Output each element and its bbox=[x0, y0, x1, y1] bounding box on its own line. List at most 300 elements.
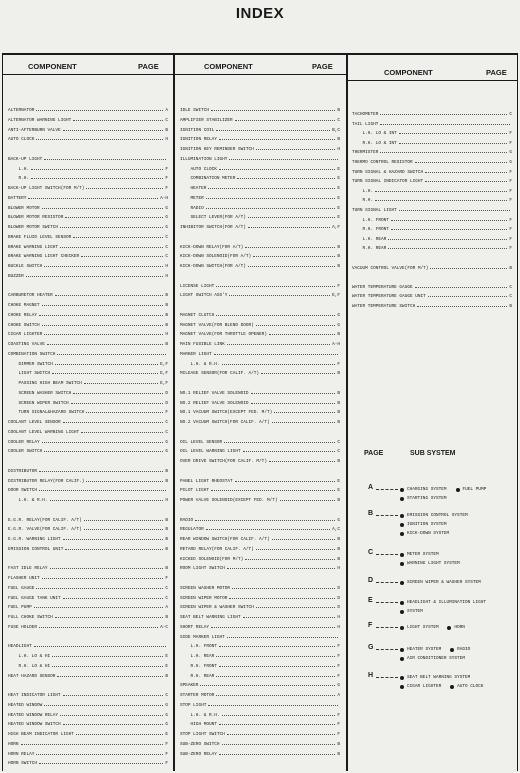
component-name: BRAKE WARNING LIGHT CHECKER bbox=[8, 254, 80, 260]
component-name: STOP LIGHT SWITCH bbox=[180, 732, 225, 737]
index-entry bbox=[8, 440, 168, 446]
leader-dots bbox=[206, 197, 336, 199]
leader-dots bbox=[216, 285, 335, 287]
bullet-icon bbox=[400, 676, 404, 680]
page-ref: C bbox=[337, 117, 340, 123]
page-ref: A,C bbox=[332, 527, 340, 533]
page-ref: B bbox=[165, 517, 168, 523]
page-ref: E bbox=[337, 215, 340, 221]
page-ref: D bbox=[165, 390, 168, 396]
index-entry bbox=[180, 225, 340, 231]
index-entry bbox=[8, 225, 168, 231]
leader-dots bbox=[245, 558, 335, 560]
page-ref: B,C bbox=[332, 127, 340, 133]
index-entry bbox=[352, 170, 512, 176]
index-entry bbox=[8, 206, 168, 212]
component-name: BLOWER MOTOR bbox=[8, 205, 40, 211]
index-entry bbox=[8, 167, 168, 173]
page-ref: C bbox=[509, 294, 512, 300]
leader-dots bbox=[227, 733, 336, 735]
index-entry bbox=[8, 674, 168, 680]
leader-dots bbox=[415, 161, 508, 163]
index-entry bbox=[8, 420, 168, 426]
component-name: TAIL LIGHT bbox=[352, 121, 379, 127]
leader-dots bbox=[73, 119, 163, 121]
page-ref: H bbox=[165, 137, 168, 143]
leader-dots bbox=[216, 694, 335, 696]
leader-dots bbox=[55, 616, 164, 618]
component-name: L.H. & R.H. bbox=[8, 498, 48, 503]
leader-dots bbox=[39, 314, 163, 316]
leader-dots bbox=[248, 216, 335, 218]
page-ref: F bbox=[509, 131, 512, 137]
index-entry bbox=[352, 141, 512, 147]
index-entry bbox=[8, 605, 168, 611]
component-name: SCREEN WASHER SWITCH bbox=[8, 390, 72, 396]
subsystem-item: AUTO CLOCK bbox=[457, 684, 484, 689]
page-ref: F bbox=[509, 236, 512, 242]
leader-dots bbox=[63, 694, 164, 696]
index-entry bbox=[8, 527, 168, 533]
component-name: BUZZER bbox=[8, 273, 24, 279]
leader-dots bbox=[44, 265, 163, 267]
component-name: NO.1 VACUUM SWITCH(EXCEPT FED. M/T) bbox=[180, 410, 273, 416]
page-ref: F bbox=[165, 751, 168, 757]
page-ref: G bbox=[165, 722, 168, 728]
page-ref: B bbox=[165, 566, 168, 572]
leader-dots bbox=[219, 645, 335, 647]
leader-dots bbox=[425, 180, 507, 182]
component-name: CHOKE RELAY bbox=[8, 312, 37, 318]
component-name: ROOM LIGHT SWITCH bbox=[180, 566, 225, 572]
leader-dots bbox=[81, 255, 163, 257]
leader-dots bbox=[256, 606, 336, 608]
leader-dots bbox=[57, 675, 163, 677]
index-entry bbox=[8, 186, 168, 192]
page-ref: B bbox=[337, 751, 340, 757]
leader-dots bbox=[248, 226, 330, 228]
leader-dots bbox=[274, 411, 335, 413]
leader-dots bbox=[86, 187, 163, 189]
header-underline-3 bbox=[348, 80, 517, 81]
leader-dots bbox=[229, 597, 335, 599]
component-name: LICENSE LIGHT bbox=[180, 283, 215, 289]
bullet-icon bbox=[456, 488, 460, 492]
leader-dots bbox=[232, 587, 335, 589]
component-name: MILEAGE SENSOR(FOR CALIF. A/T) bbox=[180, 371, 260, 377]
component-name: IGNITION COIL bbox=[180, 127, 215, 133]
component-name: HORN bbox=[8, 741, 19, 747]
component-name: HIGH MOUNT bbox=[180, 722, 217, 728]
index-entry bbox=[8, 449, 168, 455]
bullet-icon bbox=[400, 581, 404, 585]
component-name: HEAT HAZARD SENSOR bbox=[8, 673, 56, 679]
page-ref: G bbox=[337, 322, 340, 328]
component-name: CHOKE SWITCH bbox=[8, 322, 40, 328]
leader-dots bbox=[84, 528, 164, 530]
leader-dots bbox=[206, 528, 330, 530]
page-ref: F bbox=[165, 576, 168, 581]
index-entry bbox=[180, 157, 340, 163]
index-entry bbox=[180, 635, 340, 641]
component-name: HEAT INDICATOR LIGHT bbox=[8, 693, 61, 698]
subsystem-item: FUEL PUMP bbox=[462, 487, 487, 492]
page-ref: H bbox=[337, 147, 340, 152]
leader-dots bbox=[227, 567, 336, 569]
index-entry bbox=[180, 186, 340, 192]
component-name: POWER VALVE SOLENOID(EXCEPT FED. M/T) bbox=[180, 498, 278, 503]
index-entry bbox=[180, 732, 340, 738]
page-ref: F bbox=[509, 217, 512, 223]
leader-dots bbox=[55, 363, 158, 365]
leader-dots bbox=[229, 294, 330, 296]
index-entry bbox=[8, 693, 168, 699]
leader-dots bbox=[222, 743, 336, 745]
index-entry bbox=[8, 752, 168, 758]
component-name: SPEAKER bbox=[180, 683, 199, 689]
index-entry bbox=[8, 761, 168, 767]
component-name: FUEL PUMP bbox=[8, 605, 32, 611]
index-entry bbox=[352, 285, 512, 291]
component-name: COMBINATION METER bbox=[180, 176, 236, 182]
index-entry bbox=[8, 293, 168, 299]
leader-dots bbox=[237, 177, 335, 179]
bullet-icon bbox=[400, 685, 404, 689]
component-name: WATER TEMPERATURE GAUGE bbox=[352, 284, 413, 290]
bullet-icon bbox=[400, 562, 404, 566]
index-entry bbox=[8, 245, 168, 251]
component-name: BACK-UP LIGHT bbox=[8, 156, 43, 162]
leader-dots bbox=[36, 109, 163, 111]
component-name: R.H. bbox=[8, 176, 30, 182]
component-name: RETARD RELAY(FOR CALIF. A/T) bbox=[180, 546, 254, 552]
page-ref: E bbox=[337, 176, 340, 182]
bullet-icon bbox=[400, 610, 404, 614]
page-ref: G bbox=[165, 439, 168, 445]
leader-dots bbox=[216, 675, 335, 677]
component-name: R.H. FRONT bbox=[352, 227, 389, 233]
index-entry bbox=[180, 147, 340, 153]
page-ref: B bbox=[165, 312, 168, 318]
bullet-icon bbox=[450, 648, 454, 652]
component-name: R.H. REAR bbox=[180, 673, 215, 679]
subsystem-letter: D bbox=[368, 577, 374, 584]
component-name: KICK-DOWN RELAY(FOR A/T) bbox=[180, 244, 244, 250]
leader-dots bbox=[219, 168, 335, 170]
component-name: SUB-ZERO RELAY bbox=[180, 751, 217, 757]
page-ref: E,F bbox=[332, 293, 340, 299]
subsystem-letter: F bbox=[368, 622, 373, 629]
index-entry bbox=[8, 488, 168, 494]
index-entry bbox=[8, 196, 168, 202]
leader-dots bbox=[261, 372, 335, 374]
leader-dots bbox=[86, 480, 163, 482]
index-entry bbox=[8, 479, 168, 485]
leader-dots bbox=[55, 294, 164, 296]
component-name: SUB-ZERO SWITCH bbox=[180, 741, 220, 747]
leader-dots bbox=[36, 587, 163, 589]
leader-dots bbox=[84, 519, 164, 521]
index-entry bbox=[8, 430, 168, 436]
index-entry bbox=[180, 664, 340, 670]
page-ref: F bbox=[165, 166, 168, 172]
component-name: BACK-UP LIGHT SWITCH(FOR M/T) bbox=[8, 186, 85, 191]
col-divider-1 bbox=[173, 53, 175, 771]
component-name: FAST IDLE RELAY bbox=[8, 566, 48, 572]
bullet-icon bbox=[447, 626, 451, 630]
subsystem-item: STARTING SYSTEM bbox=[407, 496, 447, 501]
component-name: COOLANT LEVEL WARNING LIGHT bbox=[8, 429, 80, 435]
index-entry bbox=[8, 664, 168, 670]
leader-dots bbox=[388, 247, 507, 249]
page-ref: B bbox=[337, 400, 340, 406]
component-name: DISTRIBUTOR RELAY(FOR CALIF.) bbox=[8, 478, 85, 484]
component-name: IGNITION RELAY bbox=[180, 137, 217, 143]
page-ref: C bbox=[165, 117, 168, 123]
page-ref: C bbox=[165, 234, 168, 240]
bullet-icon bbox=[400, 553, 404, 557]
page-ref: F bbox=[165, 761, 168, 767]
component-name: HORN SWITCH bbox=[8, 761, 37, 767]
index-entry bbox=[180, 215, 340, 221]
leader-dots bbox=[269, 333, 335, 335]
subsystem-letter: A bbox=[368, 484, 374, 491]
leader-dots bbox=[256, 148, 336, 150]
leader-dots bbox=[272, 421, 336, 423]
component-name: PANEL LIGHT RHEOSTAT bbox=[180, 478, 233, 484]
subsystem-item: KICK-DOWN SYSTEM bbox=[407, 531, 450, 536]
index-entry bbox=[352, 246, 512, 252]
subsystem-letter: C bbox=[368, 549, 374, 556]
index-entry bbox=[352, 304, 512, 310]
leader-dots bbox=[65, 548, 163, 550]
page-ref: D bbox=[337, 595, 340, 601]
leader-dots bbox=[65, 216, 163, 218]
page-ref: B bbox=[337, 537, 340, 542]
subsystem-item: SCREEN WIPER & WASHER SYSTEM bbox=[407, 580, 481, 585]
leader-dots bbox=[84, 382, 158, 384]
bullet-icon bbox=[400, 488, 404, 492]
index-entry bbox=[8, 722, 168, 728]
component-name: L.H. & R.H. bbox=[180, 361, 220, 367]
leader-dots bbox=[375, 199, 507, 201]
subsystem-item: RADIO bbox=[457, 647, 471, 652]
page-ref: F bbox=[337, 361, 340, 367]
leader-dots bbox=[50, 567, 164, 569]
index-entry bbox=[8, 713, 168, 719]
component-name: MAGNET VALVE(FOR BLEND DOOR) bbox=[180, 322, 254, 328]
component-name: ILLUMINATION LIGHT bbox=[180, 156, 228, 162]
leader-dots bbox=[39, 626, 158, 628]
index-entry bbox=[352, 160, 512, 166]
index-entry bbox=[8, 352, 168, 358]
leader-dots bbox=[208, 187, 335, 189]
component-name: MAIN FUSIBLE LINK bbox=[180, 342, 225, 347]
component-name: AMPLIFIER STABILIZER bbox=[180, 117, 233, 123]
index-entry bbox=[8, 303, 168, 309]
leader-dots bbox=[219, 753, 335, 755]
leader-dots bbox=[216, 655, 335, 657]
index-entry bbox=[8, 547, 168, 553]
subsystem-connector bbox=[376, 677, 398, 678]
leader-dots bbox=[39, 470, 163, 472]
component-name: SEAT BELT WARNING LIGHT bbox=[180, 615, 241, 620]
page-ref: F bbox=[337, 673, 340, 679]
right-border bbox=[517, 53, 518, 771]
index-entry bbox=[8, 118, 168, 124]
leader-dots bbox=[216, 129, 330, 131]
subsystem-item: HORN bbox=[454, 625, 465, 630]
component-name: VACUUM CONTROL VALVE(FOR M/T) bbox=[352, 265, 429, 271]
page-ref: B bbox=[337, 244, 340, 250]
page-ref: B bbox=[337, 108, 340, 113]
page-ref: B bbox=[509, 304, 512, 309]
component-name: CHOKE MAGNET bbox=[8, 303, 40, 308]
page-ref: B bbox=[337, 546, 340, 552]
page-ref: B bbox=[337, 459, 340, 464]
index-entry bbox=[180, 527, 340, 533]
col-divider-2 bbox=[346, 53, 348, 771]
page-ref: B bbox=[337, 410, 340, 416]
subsystem-connector bbox=[376, 515, 398, 516]
page-ref: A-H bbox=[332, 342, 340, 347]
leader-dots bbox=[57, 353, 166, 355]
index-entry bbox=[180, 362, 340, 368]
component-name: LIGHT SWITCH ASS'Y bbox=[180, 293, 228, 299]
component-name: HEADLIGHT bbox=[8, 644, 32, 650]
subsystem-connector bbox=[376, 582, 398, 583]
subsystem-letter: G bbox=[368, 644, 374, 651]
leader-dots bbox=[63, 597, 164, 599]
component-name: TURN SIGNAL & HAZARD SWITCH bbox=[352, 169, 424, 175]
page-ref: C bbox=[165, 254, 168, 260]
leader-dots bbox=[31, 177, 163, 179]
leader-dots bbox=[211, 626, 335, 628]
page-ref: F bbox=[337, 644, 340, 650]
index-entry bbox=[8, 566, 168, 572]
page-ref: H bbox=[165, 264, 168, 269]
index-entry bbox=[8, 313, 168, 319]
page-ref: C bbox=[165, 693, 168, 698]
index-entry bbox=[8, 586, 168, 592]
component-name: WATER TEMPERATURE SWITCH bbox=[352, 304, 416, 309]
leader-dots bbox=[31, 168, 163, 170]
page-ref: E bbox=[165, 663, 168, 669]
component-name: SCREEN WASHER MOTOR bbox=[180, 585, 231, 591]
leader-dots bbox=[251, 402, 336, 404]
component-name: FUEL GAUGE bbox=[8, 585, 35, 591]
component-name: MAGNET VALVE(FOR THROTTLE OPENER) bbox=[180, 332, 267, 338]
page-ref: D bbox=[165, 400, 168, 406]
leader-dots bbox=[73, 392, 163, 394]
component-name: IGNITION KEY REMINDER SWITCH bbox=[180, 147, 254, 152]
page-ref: F bbox=[337, 283, 340, 289]
component-name: AUTO CLOCK bbox=[180, 166, 217, 172]
index-entry bbox=[180, 703, 340, 709]
page-ref: B bbox=[337, 420, 340, 425]
leader-dots bbox=[63, 421, 164, 423]
index-entry bbox=[180, 713, 340, 719]
leader-dots bbox=[52, 665, 163, 667]
index-entry bbox=[8, 371, 168, 377]
leader-dots bbox=[222, 363, 336, 365]
component-name: HEATED WINDOW SWITCH bbox=[8, 722, 61, 728]
component-name: COOLER RELAY bbox=[8, 439, 40, 445]
page-ref: H bbox=[337, 615, 340, 620]
page-header-1: PAGE bbox=[138, 62, 159, 71]
leader-dots bbox=[206, 207, 336, 209]
index-entry bbox=[8, 362, 168, 368]
index-entry bbox=[180, 557, 340, 563]
page-ref: F bbox=[165, 741, 168, 747]
leader-dots bbox=[222, 714, 336, 716]
index-entry bbox=[180, 644, 340, 650]
index-entry bbox=[180, 449, 340, 455]
leader-dots bbox=[391, 228, 507, 230]
leader-dots bbox=[52, 655, 163, 657]
component-name: IDLE SWITCH bbox=[180, 108, 209, 113]
component-name: FUSE HOLDER bbox=[8, 624, 37, 630]
leader-dots bbox=[245, 246, 335, 248]
page-ref: F bbox=[165, 410, 168, 416]
component-name: HEATED WINDOW RELAY bbox=[8, 712, 59, 718]
page-ref: E bbox=[337, 166, 340, 172]
page-ref: F bbox=[337, 654, 340, 659]
component-name: METER bbox=[180, 195, 204, 201]
page-ref: A,F bbox=[332, 225, 340, 230]
page-ref: B bbox=[165, 293, 168, 299]
subsystem-item: WARNING LIGHT SYSTEM bbox=[407, 561, 460, 566]
index-entry bbox=[180, 605, 340, 611]
leader-dots bbox=[243, 616, 336, 618]
index-entry bbox=[352, 266, 512, 272]
component-name: COMBINATION SWITCH bbox=[8, 351, 56, 357]
component-name: HIGH BEAM INDICATOR LIGHT bbox=[8, 732, 74, 737]
component-name: R.H. FRONT bbox=[180, 663, 217, 669]
leader-dots bbox=[235, 119, 336, 121]
leader-dots bbox=[60, 226, 163, 228]
subsystem-letter: B bbox=[368, 510, 374, 517]
component-name: BLOWER MOTOR RESISTOR bbox=[8, 215, 64, 221]
subsystem-item: HEATER SYSTEM bbox=[407, 647, 442, 652]
index-entry bbox=[180, 459, 340, 465]
page-ref: F bbox=[509, 179, 512, 185]
component-header-1: COMPONENT bbox=[28, 62, 77, 71]
component-name: STARTER MOTOR bbox=[180, 693, 215, 698]
component-name: RADIO bbox=[180, 205, 204, 211]
index-entry bbox=[352, 189, 512, 195]
component-header-3: COMPONENT bbox=[384, 68, 433, 77]
page-ref: C bbox=[337, 439, 340, 445]
component-name: L.H. bbox=[352, 188, 374, 194]
index-entry bbox=[180, 693, 340, 699]
leader-dots bbox=[73, 236, 163, 238]
component-name: PASSING HIGH BEAM SWITCH bbox=[8, 381, 82, 386]
subsystem-connector bbox=[376, 627, 398, 628]
leader-dots bbox=[425, 171, 507, 173]
page-ref: C bbox=[165, 585, 168, 591]
page-ref: B bbox=[165, 615, 168, 620]
index-entry bbox=[352, 122, 512, 128]
index-entry bbox=[352, 112, 512, 118]
component-header-2: COMPONENT bbox=[204, 62, 253, 71]
index-entry bbox=[180, 479, 340, 485]
page-ref: G bbox=[509, 150, 512, 156]
subsystem-connector bbox=[376, 602, 398, 603]
header-underline-1 bbox=[3, 74, 173, 75]
component-name: COASTING VALVE bbox=[8, 342, 45, 347]
index-entry bbox=[8, 469, 168, 475]
